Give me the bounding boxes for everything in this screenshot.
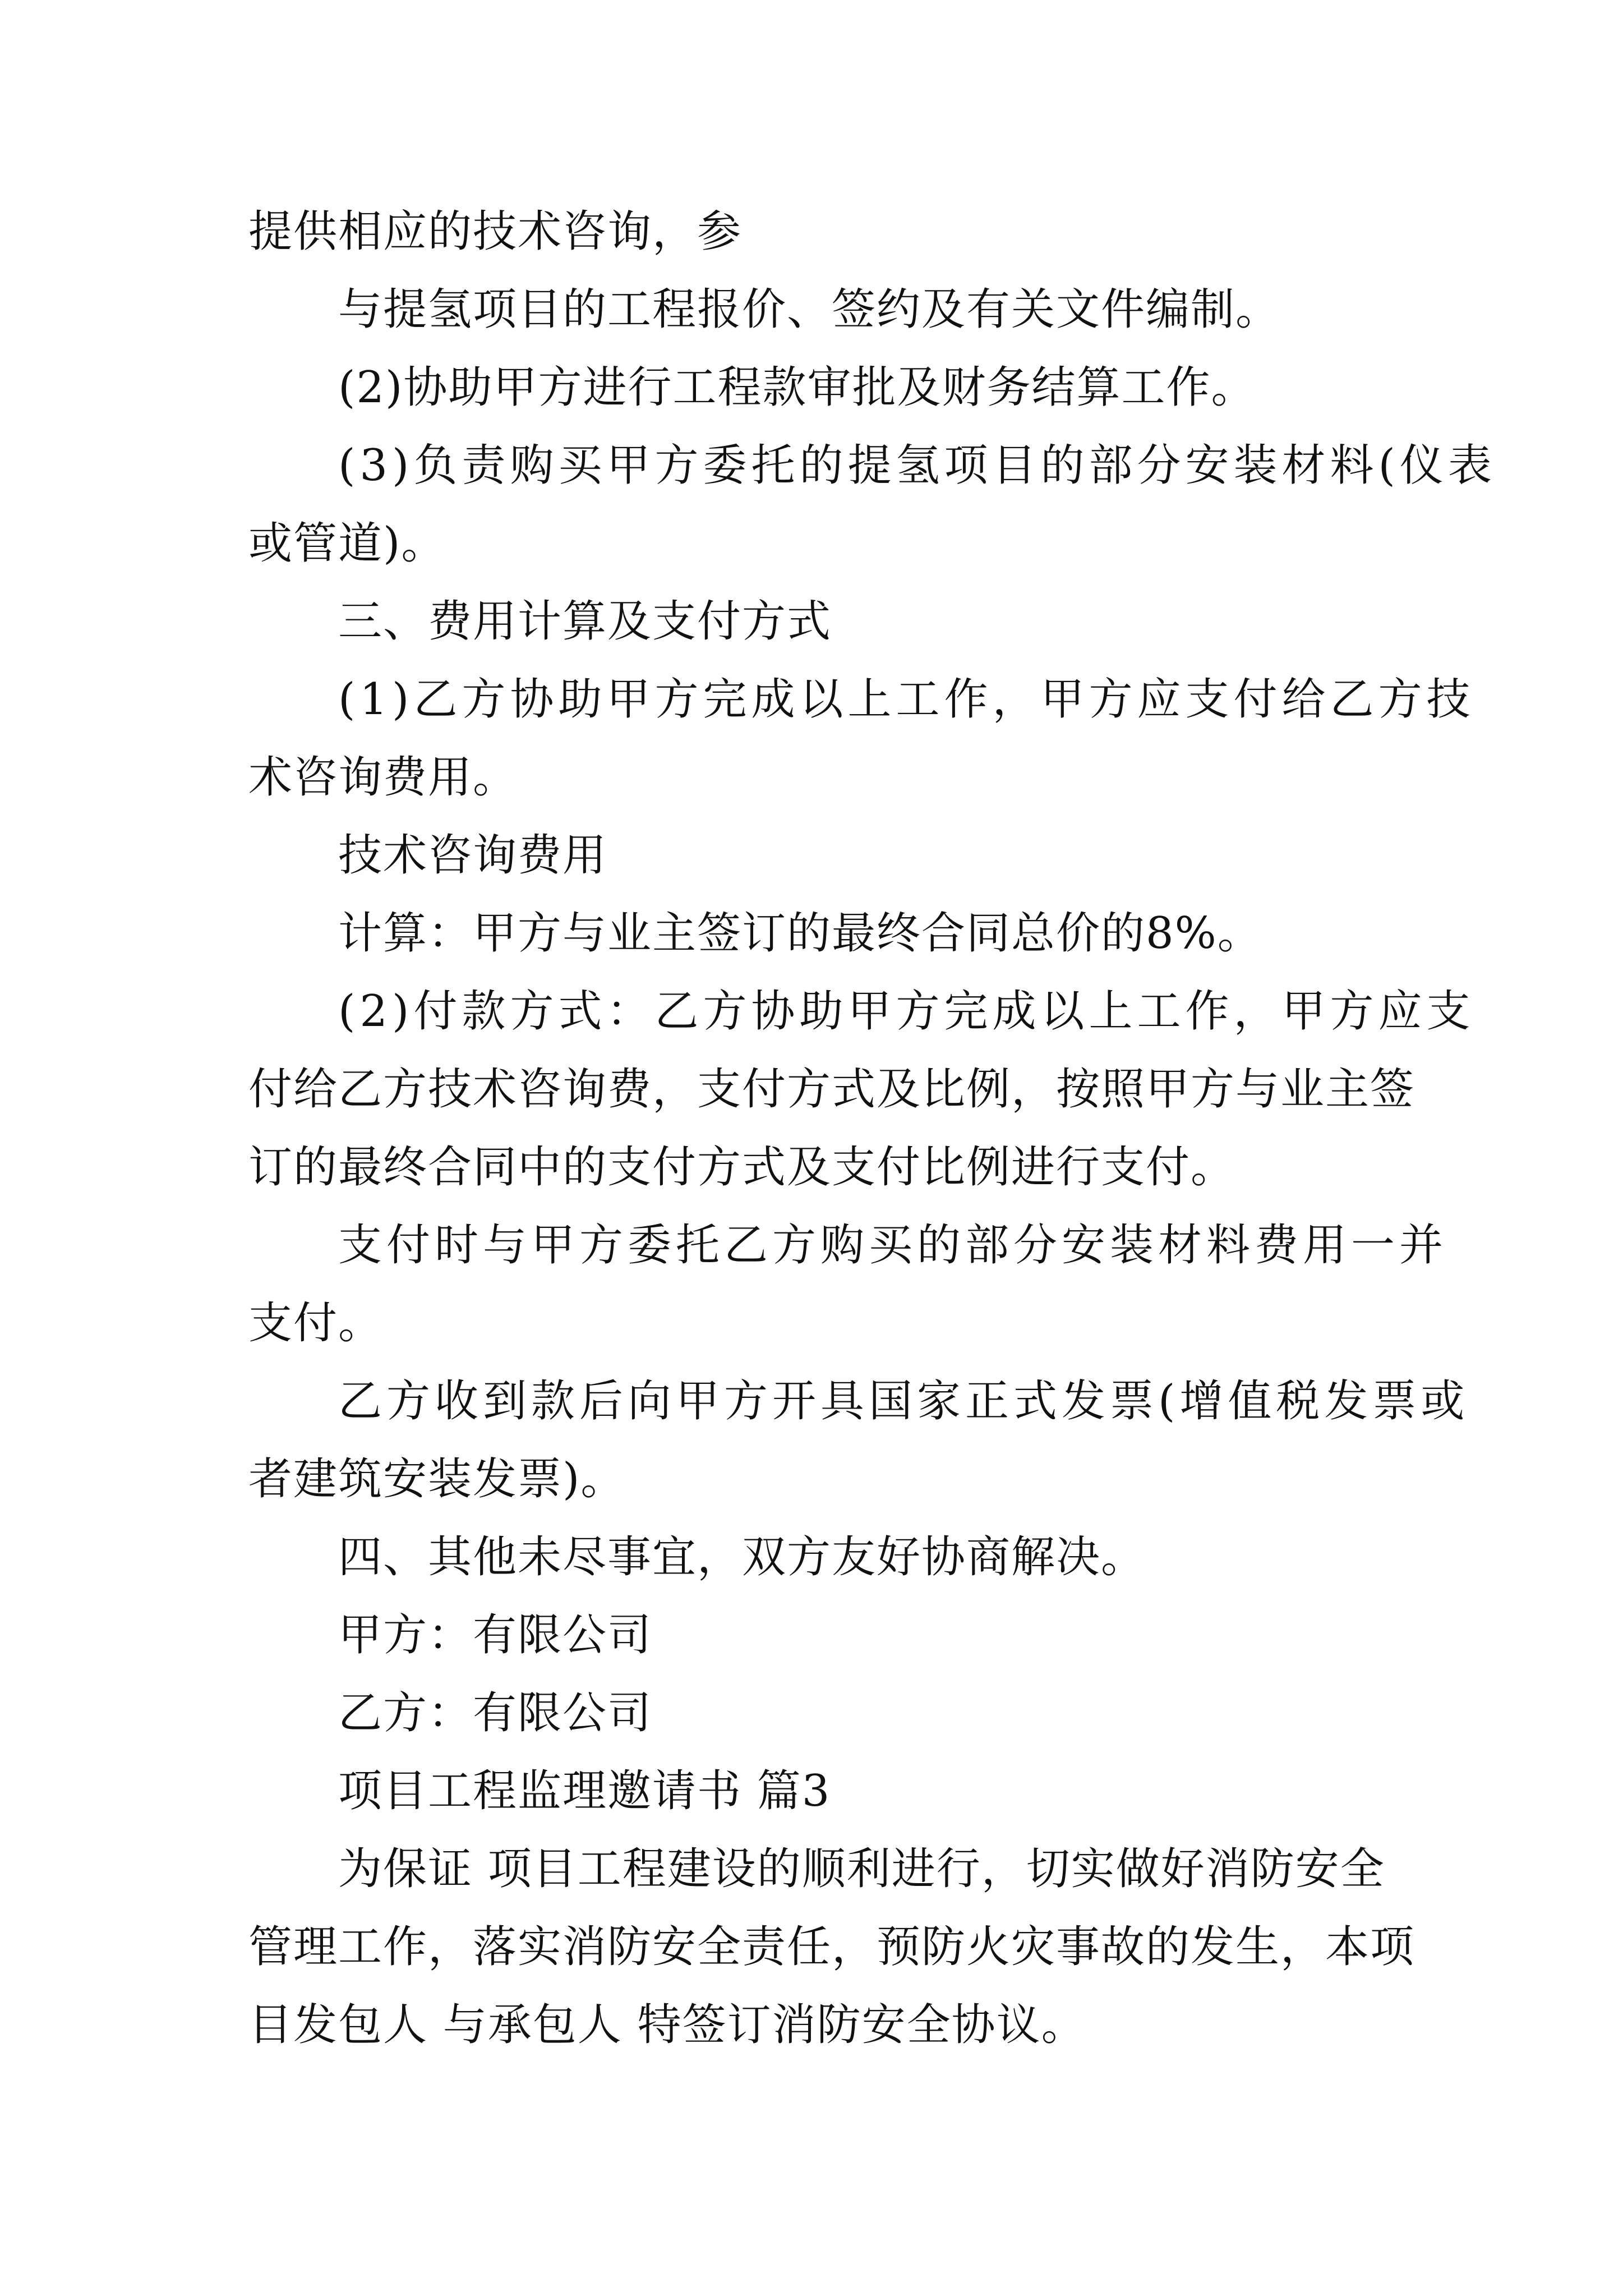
text-line: 术咨询费用。 [248, 752, 518, 803]
text-line: (2)付款方式：乙方协助甲方完成以上工作，甲方应支 [338, 986, 1475, 1037]
text-line: 甲方：有限公司 [338, 1610, 653, 1660]
text-line: 技术咨询费用 [338, 830, 608, 881]
section-heading: 项目工程监理邀请书 篇3 [338, 1766, 831, 1816]
text-line: 者建筑安装发票)。 [248, 1454, 626, 1504]
text-line: 四、其他未尽事宜，双方友好协商解决。 [338, 1532, 1146, 1582]
text-line: 乙方收到款后向甲方开具国家正式发票(增值税发票或 [338, 1376, 1469, 1427]
text-line: 目发包人 与承包人 特签订消防安全协议。 [248, 2000, 1086, 2050]
text-line: 订的最终合同中的支付方式及支付比例进行支付。 [248, 1142, 1236, 1193]
text-line: 支付。 [248, 1298, 384, 1349]
text-line: 为保证 项目工程建设的顺利进行，切实做好消防安全 [338, 1844, 1385, 1894]
text-line: 管理工作，落实消防安全责任，预防火灾事故的发生，本项 [248, 1922, 1415, 1972]
text-line: (1)乙方协助甲方完成以上工作，甲方应支付给乙方技 [338, 674, 1475, 725]
text-line: 提供相应的技术咨询，参 [248, 206, 743, 257]
text-line: 三、费用计算及支付方式 [338, 596, 832, 647]
text-line: 支付时与甲方委托乙方购买的部分安装材料费用一并 [338, 1220, 1448, 1271]
text-line: 计算：甲方与业主签订的最终合同总价的8%。 [338, 908, 1262, 959]
text-line: 或管道)。 [248, 518, 446, 569]
text-line: 付给乙方技术咨询费，支付方式及比例，按照甲方与业主签 [248, 1064, 1415, 1115]
text-line: (2)协助甲方进行工程款审批及财务结算工作。 [338, 362, 1256, 413]
text-line: 乙方：有限公司 [338, 1688, 653, 1738]
text-line: (3)负责购买甲方委托的提氢项目的部分安装材料(仪表 [338, 440, 1496, 491]
text-line: 与提氢项目的工程报价、签约及有关文件编制。 [338, 284, 1281, 335]
